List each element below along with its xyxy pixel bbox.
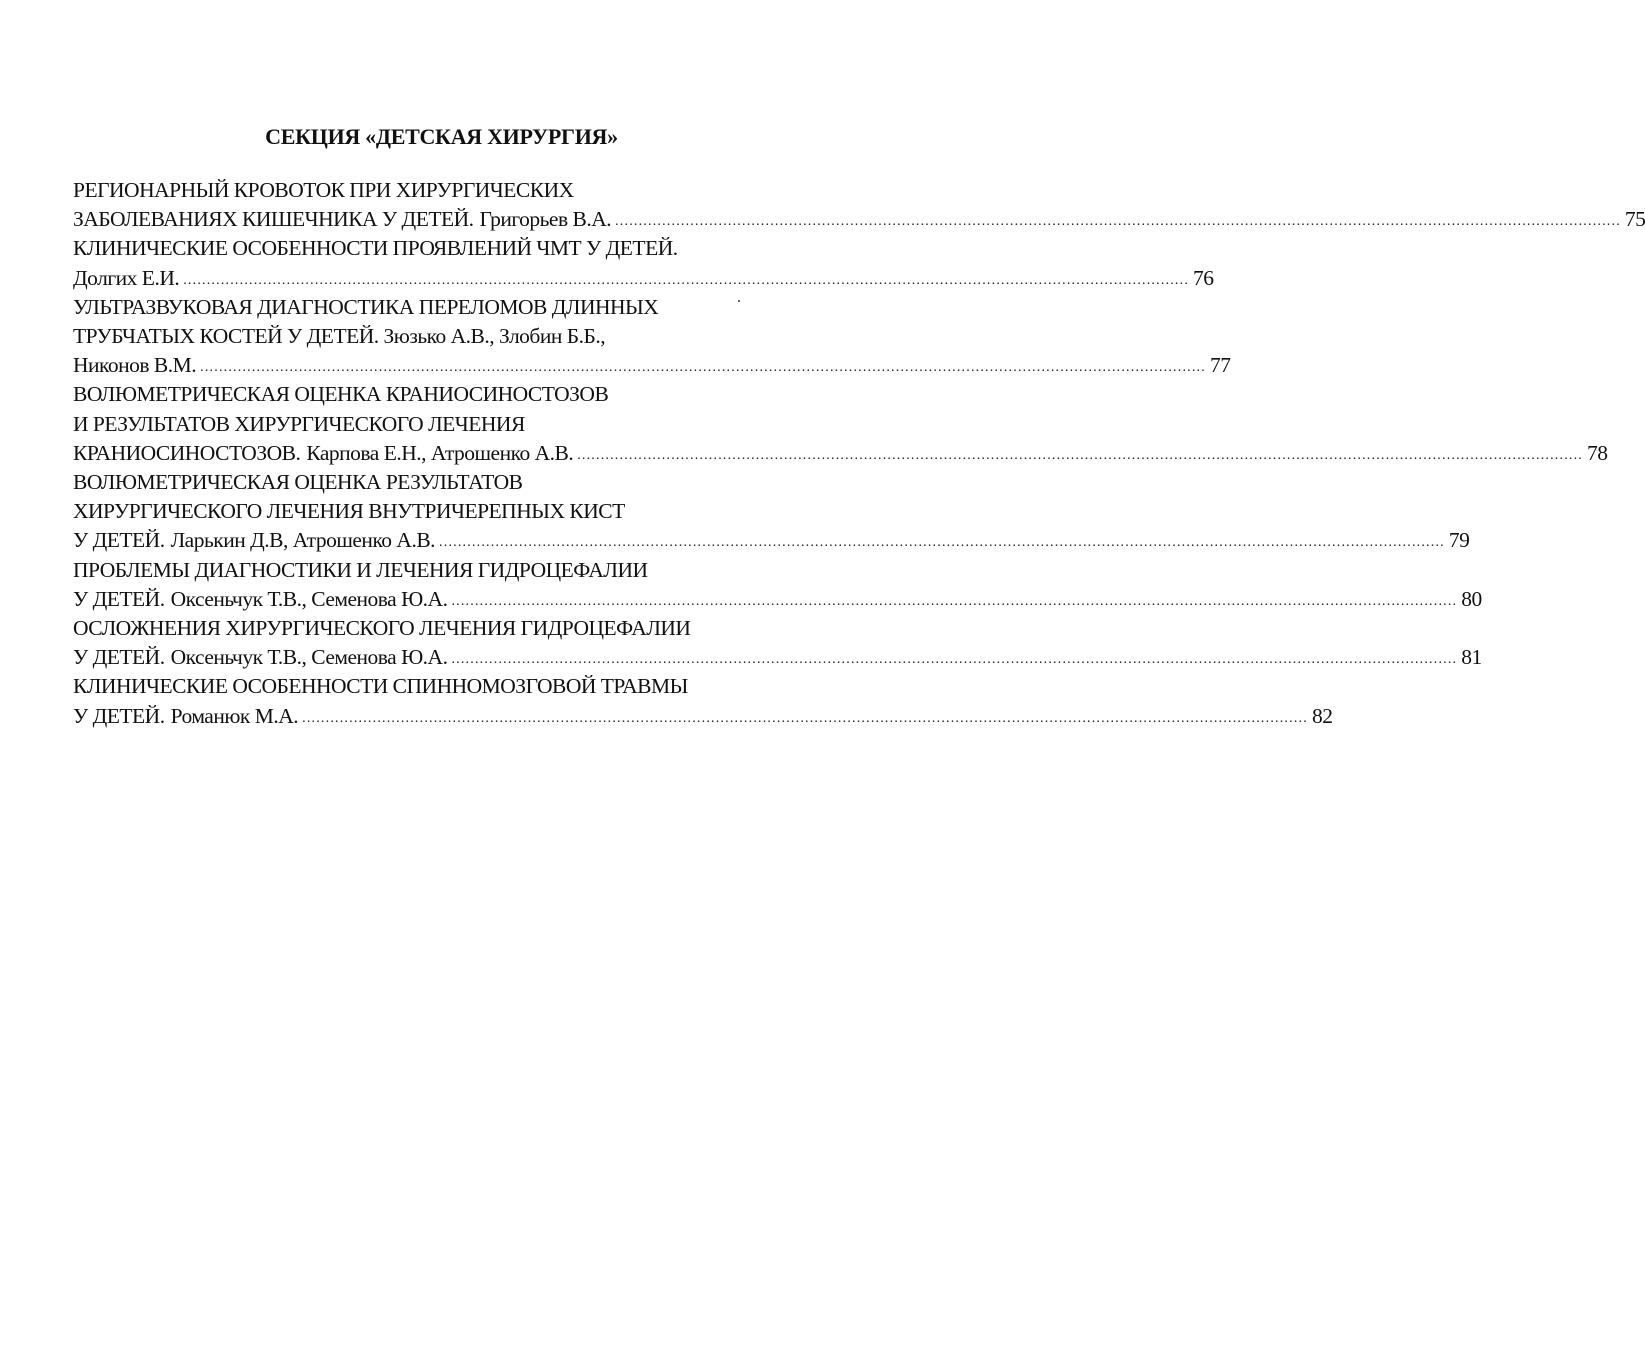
entry-page-number: 81 bbox=[1461, 645, 1482, 670]
entry-title-end: У ДЕТЕЙ. bbox=[73, 645, 165, 670]
entry-title-line: ТРУБЧАТЫХ КОСТЕЙ У ДЕТЕЙ. Зюзько А.В., Злобин Б.Б., bbox=[73, 324, 606, 349]
entry-page-number: 76 bbox=[1193, 265, 1214, 290]
entry-title-line: ПРОБЛЕМЫ ДИАГНОСТИКИ И ЛЕЧЕНИЯ ГИДРОЦЕФАЛИИ bbox=[73, 557, 648, 582]
dot-leader: ...................................................................................................................................................................................................................... bbox=[200, 360, 1206, 376]
dot-leader: ...................................................................................................................................................................................................................... bbox=[183, 272, 1190, 288]
entry-title-line: ВОЛЮМЕТРИЧЕСКАЯ ОЦЕНКА РЕЗУЛЬТАТОВ bbox=[73, 470, 523, 495]
table-of-contents bbox=[73, 176, 1645, 731]
entry-page-number: 79 bbox=[1448, 528, 1470, 553]
entry-page-number: 80 bbox=[1461, 586, 1482, 611]
dot-leader: ...................................................................................................................................................................................................................... bbox=[577, 447, 1584, 463]
entry-authors: Оксеньчук Т.В., Семенова Ю.А. bbox=[170, 645, 448, 670]
entry-last-line bbox=[73, 643, 1482, 672]
entry-last-line bbox=[73, 205, 1645, 234]
entry-title-line: КЛИНИЧЕСКИЕ ОСОБЕННОСТИ СПИННОМОЗГОВОЙ ТРАВМЫ bbox=[73, 674, 688, 699]
entry-title-line: УЛЬТРАЗВУКОВАЯ ДИАГНОСТИКА ПЕРЕЛОМОВ ДЛИННЫХ bbox=[73, 294, 659, 319]
entry-title-end: У ДЕТЕЙ. bbox=[73, 586, 165, 611]
entry-title-line: КЛИНИЧЕСКИЕ ОСОБЕННОСТИ ПРОЯВЛЕНИЙ ЧМТ У ДЕТЕЙ. bbox=[73, 236, 678, 261]
entry-title-end: ЗАБОЛЕВАНИЯХ КИШЕЧНИКА У ДЕТЕЙ. bbox=[73, 207, 474, 232]
scan-speck bbox=[738, 300, 740, 302]
toc-entry bbox=[73, 380, 1608, 468]
toc-entry bbox=[73, 293, 1231, 381]
section-title: СЕКЦИЯ «ДЕТСКАЯ ХИРУРГИЯ» bbox=[265, 124, 618, 149]
entry-title-line: ХИРУРГИЧЕСКОГО ЛЕЧЕНИЯ ВНУТРИЧЕРЕПНЫХ КИСТ bbox=[73, 499, 625, 524]
entry-title-end: У ДЕТЕЙ. bbox=[73, 528, 165, 553]
entry-last-line bbox=[73, 585, 1482, 614]
entry-authors: Оксеньчук Т.В., Семенова Ю.А. bbox=[170, 586, 448, 611]
dot-leader: ...................................................................................................................................................................................................................... bbox=[302, 710, 1308, 726]
entry-title-line: И РЕЗУЛЬТАТОВ ХИРУРГИЧЕСКОГО ЛЕЧЕНИЯ bbox=[73, 411, 525, 436]
entry-page-number: 77 bbox=[1209, 353, 1231, 378]
toc-entry bbox=[73, 614, 1482, 672]
entry-authors: Карпова Е.Н., Атрошенко А.В. bbox=[306, 440, 574, 465]
entry-last-line bbox=[73, 351, 1231, 380]
entry-title-line: ОСЛОЖНЕНИЯ ХИРУРГИЧЕСКОГО ЛЕЧЕНИЯ ГИДРОЦЕФАЛИИ bbox=[73, 616, 691, 641]
dot-leader: ...................................................................................................................................................................................................................... bbox=[615, 214, 1621, 230]
entry-last-line bbox=[73, 526, 1470, 555]
entry-authors: Никонов В.М. bbox=[73, 353, 197, 378]
entry-title-end: У ДЕТЕЙ. bbox=[73, 703, 165, 728]
entry-authors: Григорьев В.А. bbox=[479, 207, 612, 232]
entry-page-number: 82 bbox=[1311, 703, 1333, 728]
entry-title-end: КРАНИОСИНОСТОЗОВ. bbox=[73, 440, 301, 465]
entry-page-number: 75 bbox=[1624, 207, 1645, 232]
toc-entry bbox=[73, 672, 1333, 730]
entry-last-line bbox=[73, 264, 1214, 293]
entry-last-line bbox=[73, 702, 1333, 731]
dot-leader: ...................................................................................................................................................................................................................... bbox=[439, 535, 1445, 551]
toc-entry bbox=[73, 176, 1645, 234]
dot-leader: ...................................................................................................................................................................................................................... bbox=[451, 652, 1458, 668]
entry-page-number: 78 bbox=[1587, 440, 1608, 465]
entry-authors: Ларькин Д.В, Атрошенко А.В. bbox=[170, 528, 436, 553]
entry-title-line: ВОЛЮМЕТРИЧЕСКАЯ ОЦЕНКА КРАНИОСИНОСТОЗОВ bbox=[73, 382, 609, 407]
toc-entry bbox=[73, 234, 1214, 292]
toc-entry bbox=[73, 556, 1482, 614]
entry-authors: Романюк М.А. bbox=[170, 703, 299, 728]
entry-last-line bbox=[73, 439, 1608, 468]
dot-leader: ...................................................................................................................................................................................................................... bbox=[451, 593, 1458, 609]
entry-authors: Долгих Е.И. bbox=[73, 265, 180, 290]
toc-entry bbox=[73, 468, 1470, 556]
entry-title-line: РЕГИОНАРНЫЙ КРОВОТОК ПРИ ХИРУРГИЧЕСКИХ bbox=[73, 178, 574, 202]
